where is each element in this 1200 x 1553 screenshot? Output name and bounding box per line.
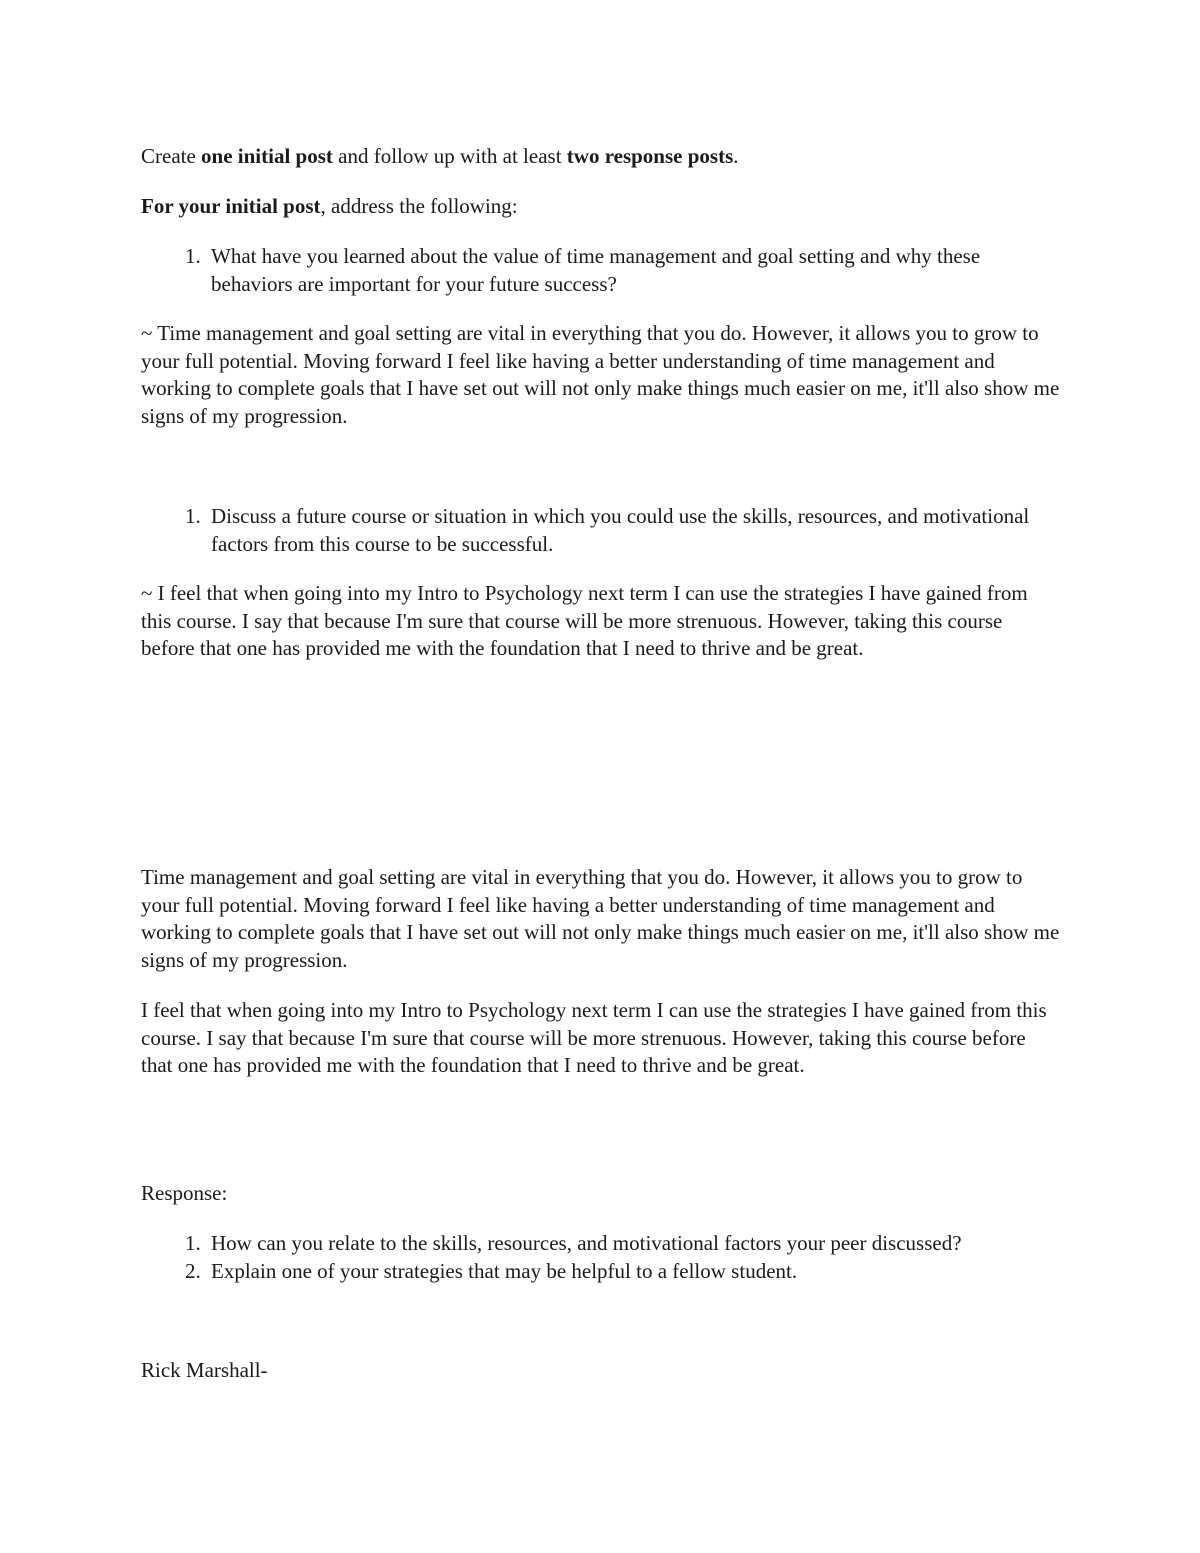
initial-post-heading-bold: For your initial post [141, 194, 321, 218]
question-number-2: 1. [185, 504, 201, 528]
repeat-paragraph-2: I feel that when going into my Intro to Psychology next term I can use the strategies I have gained from this course. I say that because I'm sure that course will be more strenuous. However, taking this course before that one has provided me with the foundation that I need to thrive and be great. [141, 998, 1047, 1077]
answer-paragraph-2: ~ I feel that when going into my Intro to Psychology next term I can use the strategies I have gained from this course. I say that because I'm sure that course will be more strenuous. However, taking this course before that one has provided me with the foundation that I need to thrive and be great. [141, 581, 1028, 660]
question-item-1 [141, 243, 1061, 298]
intro-bold-initial-post: one initial post [201, 144, 333, 168]
intro-bold-response-posts: two response posts [566, 144, 734, 168]
intro-paragraph [141, 143, 1061, 171]
question-number-1: 1. [185, 244, 201, 268]
response-label: Response: [141, 1181, 228, 1205]
question-text-2: Discuss a future course or situation in which you could use the skills, resources, and motivational factors from this course to be successful. [211, 504, 1030, 556]
question-item-2 [141, 503, 1061, 558]
response-item-1 [141, 1230, 1061, 1258]
intro-text-3: . [733, 144, 739, 168]
response-number-1: 1. [185, 1231, 201, 1255]
initial-post-heading [141, 193, 1061, 221]
signature: Rick Marshall- [141, 1358, 268, 1382]
initial-post-heading-rest: , address the following: [320, 194, 518, 218]
intro-text-2: and follow up with at least [332, 144, 567, 168]
response-question-list [141, 1230, 1061, 1285]
response-text-2: Explain one of your strategies that may be helpful to a fellow student. [211, 1258, 798, 1283]
question-text-1: What have you learned about the value of time management and goal setting and why these behaviors are important for your future success? [211, 244, 981, 296]
intro-text-1: Create [141, 144, 202, 168]
question-list-2 [141, 503, 1061, 558]
question-list-1 [141, 243, 1061, 298]
repeat-paragraph-1: Time management and goal setting are vital in everything that you do. However, it allows you to grow to your full potential. Moving forward I feel like having a better understanding of time management and working to complete goals that I have set out will not only make things much easier on me, it'll also show me signs of my progression. [141, 865, 1060, 972]
response-number-2: 2. [185, 1258, 201, 1283]
answer-paragraph-1: ~ Time management and goal setting are vital in everything that you do. However, it allows you to grow to your full potential. Moving forward I feel like having a better understanding of time management and working to complete goals that I have set out will not only make things much easier on me, it'll also show me signs of my progression. [141, 321, 1060, 428]
response-text-1: How can you relate to the skills, resources, and motivational factors your peer discussed? [211, 1231, 962, 1255]
response-item-2 [141, 1258, 1061, 1286]
